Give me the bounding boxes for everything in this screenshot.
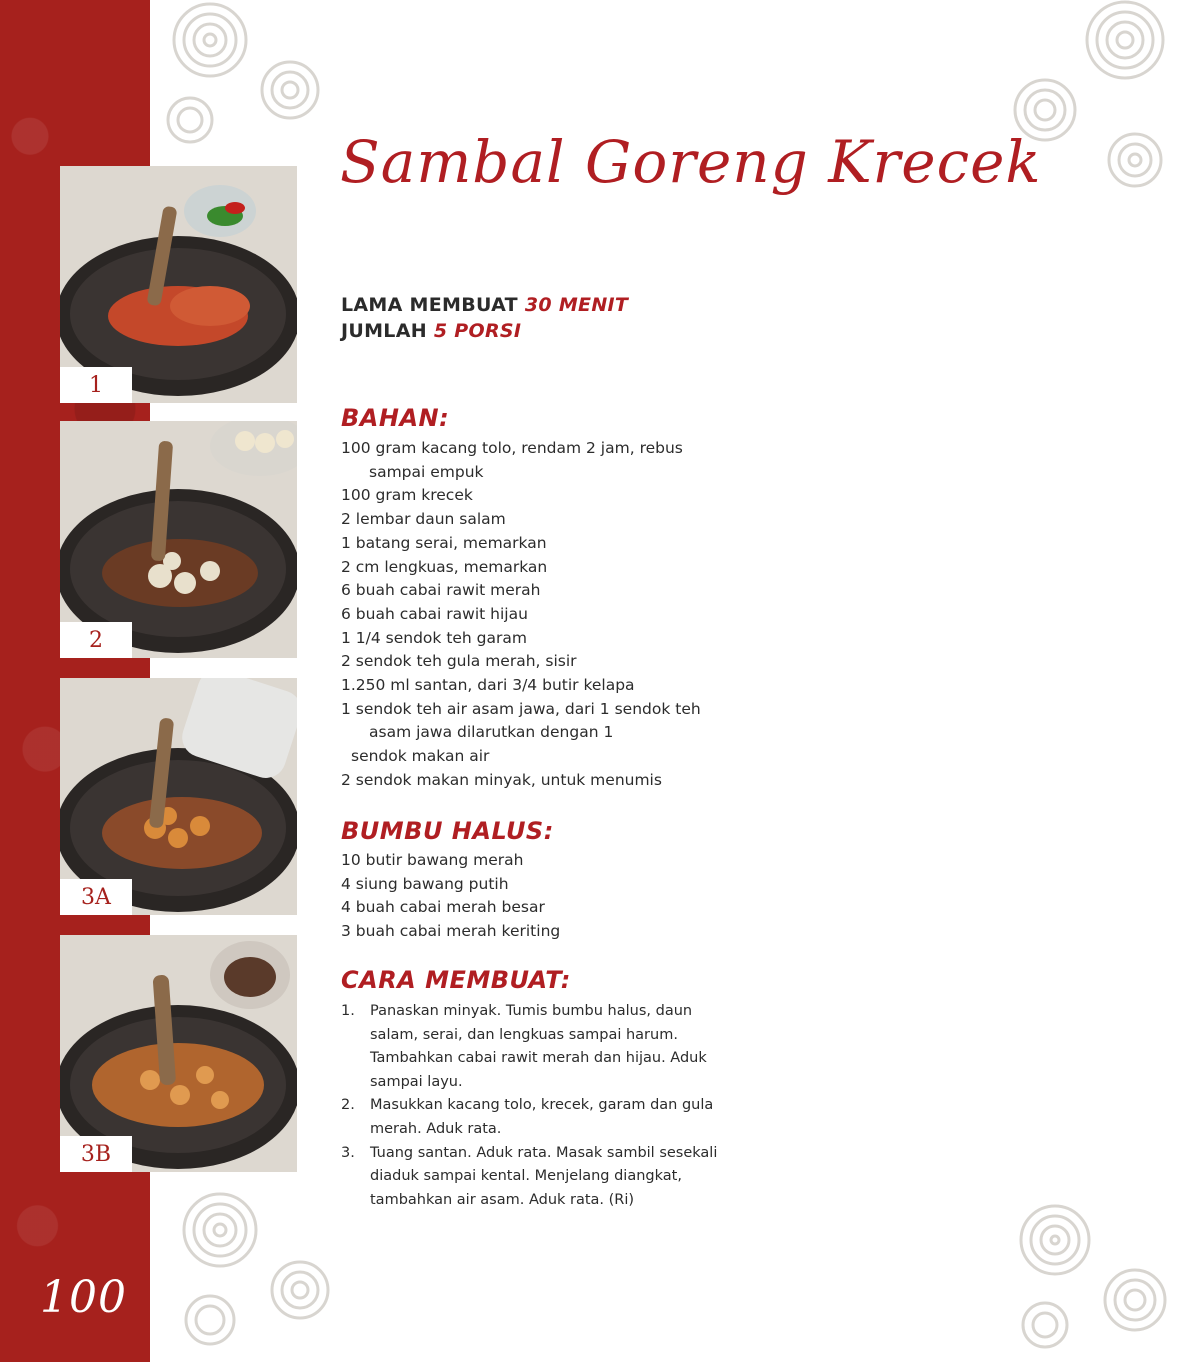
list-item: 1.250 ml santan, dari 3/4 butir kelapa [341, 676, 635, 695]
step-photo-label: 3A [60, 879, 132, 915]
step-photo-2 [60, 421, 297, 658]
spice-paste-heading: BUMBU HALUS: [341, 817, 554, 845]
method-steps [341, 1000, 741, 1212]
step-photo-label: 1 [60, 367, 132, 403]
step-photo-label: 3B [60, 1136, 132, 1172]
list-item: 2 sendok teh gula merah, sisir [341, 652, 577, 671]
recipe-title: Sambal Goreng Krecek [340, 128, 1042, 196]
list-item: 4 siung bawang putih [341, 874, 509, 893]
list-item: 2 sendok makan minyak, untuk menumis [341, 770, 662, 789]
prep-time [341, 294, 628, 316]
step-photo-3b [60, 935, 297, 1172]
page-number: 100 [40, 1272, 127, 1323]
list-item: 6 buah cabai rawit merah [341, 581, 541, 600]
list-item: 4 buah cabai merah besar [341, 898, 545, 917]
step-photo-3a [60, 678, 297, 915]
list-item: 100 gram krecek [341, 486, 473, 505]
spice-paste-list [341, 849, 741, 944]
swirl-ornament-bottom-left [150, 1170, 350, 1360]
servings-label: JUMLAH [341, 320, 427, 342]
list-item: 1 batang serai, memarkan [341, 533, 547, 552]
ingredients-heading: BAHAN: [341, 404, 450, 432]
prep-time-value: 30 MENIT [524, 294, 629, 316]
ingredients-list [341, 437, 741, 793]
step-number: 2. [341, 1097, 355, 1114]
method-step: 1. Panaskan minyak. Tumis bumbu halus, daun salam, serai, dan lengkuas sampai harum. Tambahkan cabai rawit merah dan hijau. Aduk sampai layu. [341, 1000, 741, 1094]
servings-value: 5 PORSI [433, 320, 522, 342]
method-step: 3. Tuang santan. Aduk rata. Masak sambil sesekali diaduk sampai kental. Menjelang diangkat, tambahkan air asam. Aduk rata. (Ri) [341, 1142, 741, 1213]
swirl-ornament-bottom-right [995, 1190, 1185, 1360]
swirl-ornament-top-left [150, 0, 350, 160]
step-photo-1 [60, 166, 297, 403]
list-item: 2 cm lengkuas, memarkan [341, 557, 548, 576]
prep-time-label: LAMA MEMBUAT [341, 294, 518, 316]
list-item: 3 buah cabai merah keriting [341, 922, 561, 941]
step-number: 1. [341, 1003, 355, 1019]
list-item: 10 butir bawang merah [341, 851, 524, 869]
list-item: 1 sendok teh air asam jawa, dari 1 sendok teh asam jawa dilarutkan dengan 1 sendok makan air [341, 699, 701, 766]
list-item: 100 gram kacang tolo, rendam 2 jam, rebus sampai empuk [341, 439, 683, 481]
method-step: 2. Masukkan kacang tolo, krecek, garam dan gula merah. Aduk rata. [341, 1094, 741, 1141]
servings [341, 320, 521, 342]
step-number: 3. [341, 1144, 355, 1161]
method-heading: CARA MEMBUAT: [341, 966, 571, 994]
list-item: 2 lembar daun salam [341, 510, 506, 529]
step-photo-label: 2 [60, 622, 132, 658]
list-item: 6 buah cabai rawit hijau [341, 604, 528, 623]
list-item: 1 1/4 sendok teh garam [341, 628, 527, 647]
